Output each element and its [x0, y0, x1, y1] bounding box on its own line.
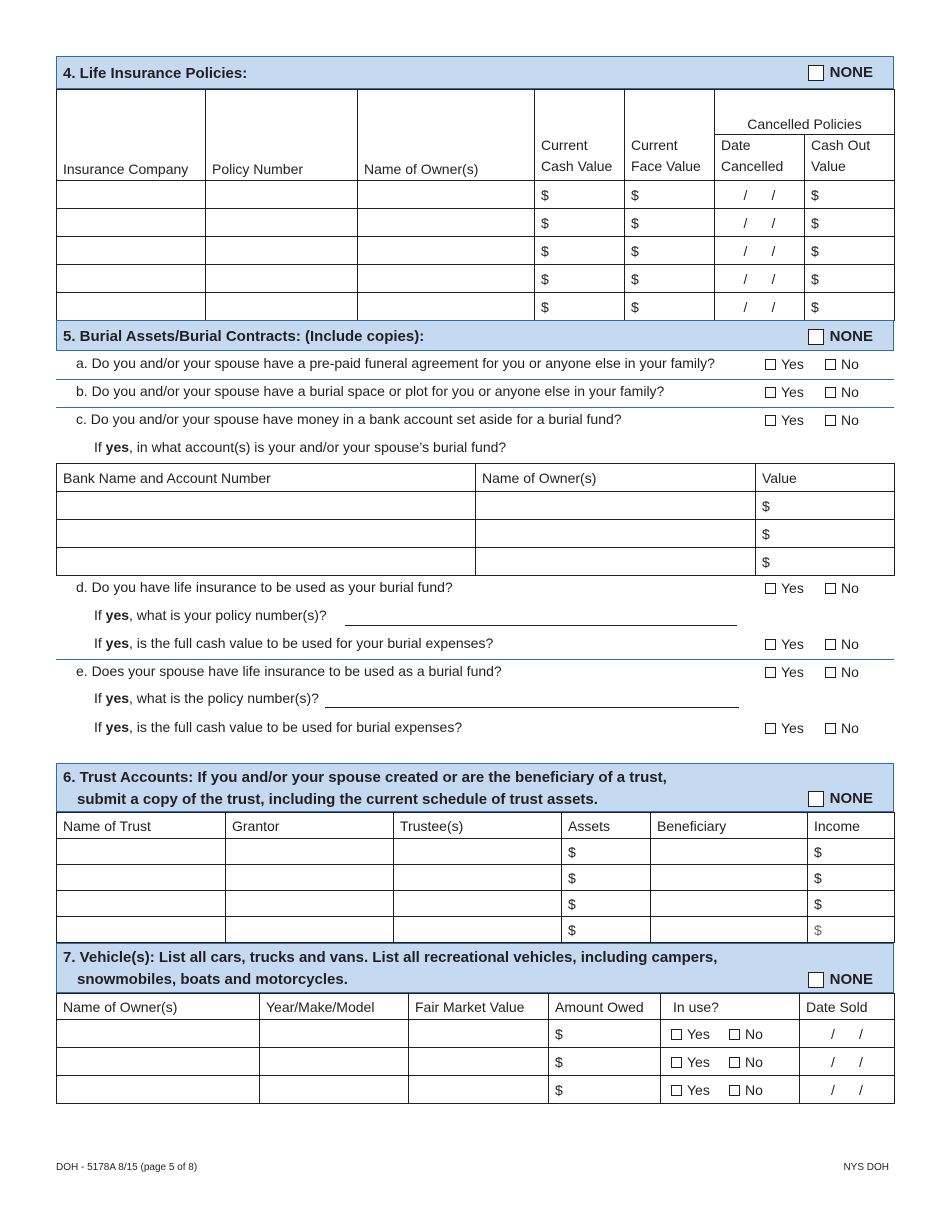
section-5-header	[56, 320, 894, 351]
table-row: $ Yes No / /	[57, 1020, 895, 1048]
none-checkbox[interactable]	[808, 329, 824, 345]
yes-checkbox[interactable]	[765, 387, 776, 398]
no-checkbox[interactable]	[825, 639, 836, 650]
yes-checkbox[interactable]	[671, 1057, 682, 1068]
col-date-cancelled: Date Cancelled	[715, 135, 805, 181]
table-row: $	[57, 520, 895, 548]
cancelled-policies-header: Cancelled Policies	[715, 90, 895, 135]
question-5d-policy: If yes, what is your policy number(s)?	[94, 607, 327, 623]
question-5e-cash: If yes, is the full cash value to be used for burial expenses?	[94, 719, 463, 735]
question-5d-cash: If yes, is the full cash value to be used for your burial expenses?	[94, 635, 494, 651]
no-checkbox[interactable]	[825, 583, 836, 594]
table-row: $ Yes No / /	[57, 1048, 895, 1076]
col-assets: Assets	[562, 813, 651, 839]
section-7-title-line1: 7. Vehicle(s): List all cars, trucks and vans. List all recreational vehicles, including campers,	[63, 949, 718, 966]
none-checkbox[interactable]	[808, 791, 824, 807]
no-checkbox[interactable]	[825, 359, 836, 370]
col-trustee: Trustee(s)	[394, 813, 562, 839]
yes-no-5c[interactable]: Yes No	[765, 412, 859, 428]
no-checkbox[interactable]	[825, 667, 836, 678]
section-5-title: 5. Burial Assets/Burial Contracts: (Include copies):	[63, 328, 425, 345]
section-7-none[interactable]: NONE	[808, 971, 873, 988]
col-face-value: Current Face Value	[625, 90, 715, 181]
question-5c-followup: If yes, in what account(s) is your and/or your spouse’s burial fund?	[94, 439, 507, 455]
col-owner: Name of Owner(s)	[476, 464, 756, 492]
question-5b: b. Do you and/or your spouse have a burial space or plot for you or anyone else in your family?	[76, 383, 665, 399]
yes-checkbox[interactable]	[765, 583, 776, 594]
table-row: $ $ / / $	[57, 237, 895, 265]
vehicles-table	[56, 993, 895, 1104]
question-5e: e. Does your spouse have life insurance to be used as a burial fund?	[76, 663, 502, 679]
table-row: $ $	[57, 891, 895, 917]
section-4-none[interactable]	[808, 64, 873, 81]
divider	[56, 379, 894, 380]
yes-checkbox[interactable]	[765, 667, 776, 678]
yes-checkbox[interactable]	[765, 723, 776, 734]
col-income: Income	[808, 813, 895, 839]
section-6-none[interactable]: NONE	[808, 790, 873, 807]
question-5d: d. Do you have life insurance to be used as your burial fund?	[76, 579, 453, 595]
table-row: $ $	[57, 917, 895, 943]
col-policy-number: Policy Number	[206, 90, 358, 181]
yes-checkbox[interactable]	[765, 639, 776, 650]
section-6-header	[56, 763, 894, 812]
question-5a: a. Do you and/or your spouse have a pre-paid funeral agreement for you or anyone else in your family?	[76, 355, 715, 371]
none-label: NONE	[829, 64, 873, 81]
yes-no-5b[interactable]: Yes No	[765, 384, 859, 400]
yes-checkbox[interactable]	[671, 1085, 682, 1096]
section-6-title-line2: submit a copy of the trust, including the current schedule of trust assets.	[77, 791, 598, 808]
table-row: $ $ / / $	[57, 209, 895, 237]
col-trust-name: Name of Trust	[57, 813, 226, 839]
table-row: $ $ / / $	[57, 181, 895, 209]
life-insurance-table	[56, 89, 895, 321]
footer-agency: NYS DOH	[843, 1162, 889, 1173]
section-4-title: 4. Life Insurance Policies:	[63, 65, 248, 82]
yes-checkbox[interactable]	[765, 415, 776, 426]
col-cash-out-value: Cash Out Value	[805, 135, 895, 181]
col-bank-name: Bank Name and Account Number	[57, 464, 476, 492]
table-row: $ $	[57, 839, 895, 865]
spouse-policy-number-field[interactable]	[325, 707, 739, 708]
yes-no-5e-cash[interactable]: Yes No	[765, 720, 859, 736]
none-checkbox[interactable]	[808, 972, 824, 988]
no-checkbox[interactable]	[729, 1029, 740, 1040]
section-6-title-line1: 6. Trust Accounts: If you and/or your spouse created or are the beneficiary of a trust,	[63, 769, 667, 786]
col-year-make-model: Year/Make/Model	[260, 994, 409, 1020]
col-beneficiary: Beneficiary	[651, 813, 808, 839]
col-insurance-company: Insurance Company	[57, 90, 206, 181]
table-row: $	[57, 548, 895, 576]
col-date-sold: Date Sold	[800, 994, 895, 1020]
divider	[56, 659, 894, 660]
divider	[56, 407, 894, 408]
col-owner: Name of Owner(s)	[358, 90, 535, 181]
table-row: $ Yes No / /	[57, 1076, 895, 1104]
none-checkbox[interactable]	[808, 65, 824, 81]
footer-form-id: DOH - 5178A 8/15 (page 5 of 8)	[56, 1162, 198, 1173]
col-in-use: In use?	[661, 994, 800, 1020]
yes-no-5a[interactable]: Yes No	[765, 356, 859, 372]
col-amount-owed: Amount Owed	[549, 994, 661, 1020]
no-checkbox[interactable]	[825, 387, 836, 398]
trust-accounts-table	[56, 812, 895, 943]
section-7-title-line2: snowmobiles, boats and motorcycles.	[77, 971, 348, 988]
burial-fund-table	[56, 463, 895, 576]
yes-checkbox[interactable]	[765, 359, 776, 370]
section-5-none[interactable]: NONE	[808, 328, 873, 345]
col-value: Value	[756, 464, 895, 492]
table-row: $ $ / / $	[57, 293, 895, 321]
table-row: $	[57, 492, 895, 520]
yes-no-5d-cash[interactable]: Yes No	[765, 636, 859, 652]
yes-checkbox[interactable]	[671, 1029, 682, 1040]
table-row: $ $ / / $	[57, 265, 895, 293]
yes-no-5d[interactable]: Yes No	[765, 580, 859, 596]
no-checkbox[interactable]	[729, 1085, 740, 1096]
no-checkbox[interactable]	[729, 1057, 740, 1068]
section-4-header	[56, 56, 894, 89]
col-grantor: Grantor	[226, 813, 394, 839]
col-cash-value: Current Cash Value	[535, 90, 625, 181]
col-fair-market-value: Fair Market Value	[409, 994, 549, 1020]
question-5c: c. Do you and/or your spouse have money in a bank account set aside for a burial fund?	[76, 411, 622, 427]
no-checkbox[interactable]	[825, 415, 836, 426]
question-5e-policy: If yes, what is the policy number(s)?	[94, 690, 319, 706]
policy-number-field[interactable]	[345, 625, 737, 626]
section-7-header	[56, 943, 894, 993]
table-row: $ $	[57, 865, 895, 891]
yes-no-5e[interactable]: Yes No	[765, 664, 859, 680]
no-checkbox[interactable]	[825, 723, 836, 734]
col-owner: Name of Owner(s)	[57, 994, 260, 1020]
